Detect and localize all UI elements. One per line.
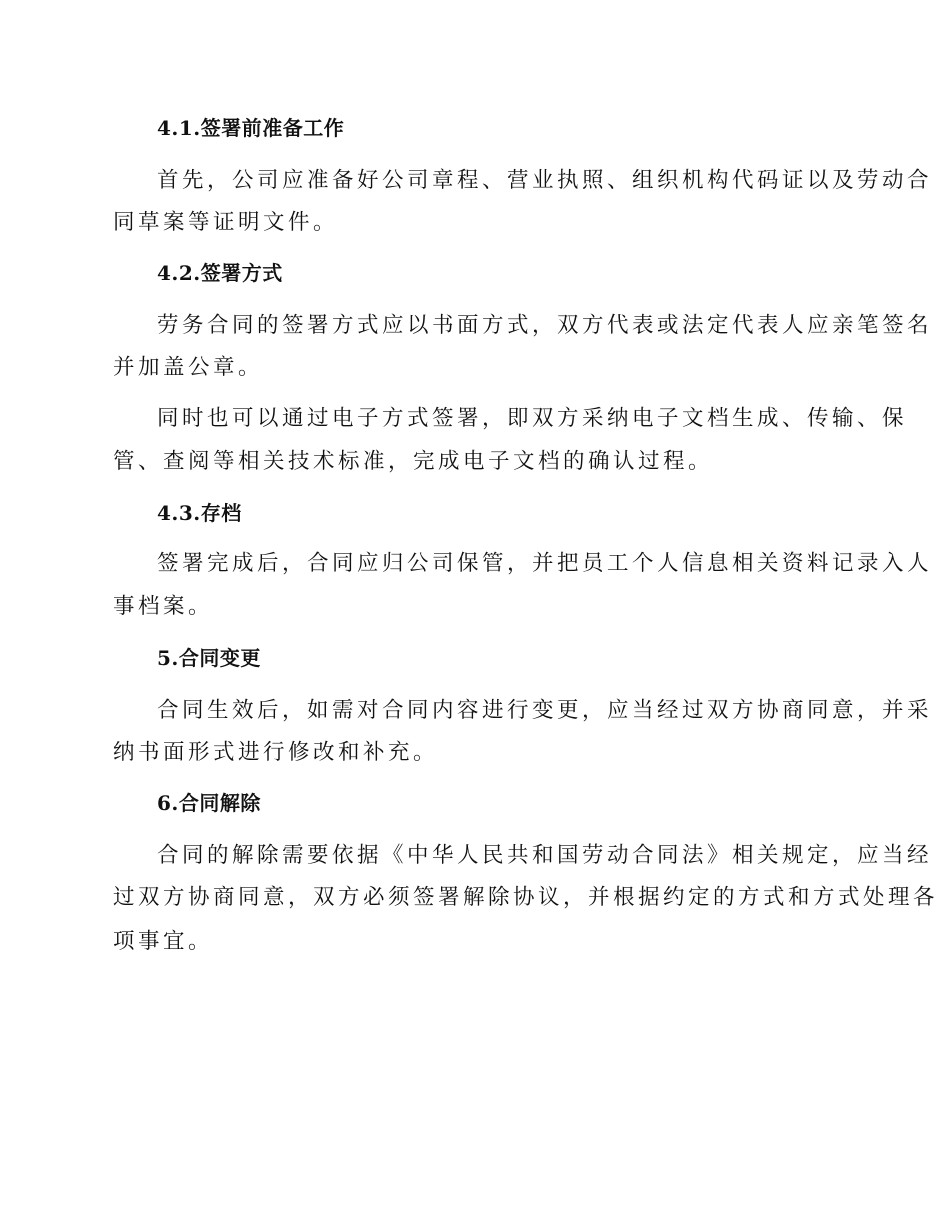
paragraph-line: 并加盖公章。	[113, 355, 264, 380]
paragraph-line: 管、查阅等相关技术标准，完成电子文档的确认过程。	[113, 449, 714, 474]
section-heading: 6.合同解除	[157, 791, 261, 815]
paragraph-line: 合同的解除需要依据《中华人民共和国劳动合同法》相关规定，应当经	[157, 843, 933, 868]
paragraph-line: 签署完成后，合同应归公司保管，并把员工个人信息相关资料记录入人	[157, 551, 933, 576]
paragraph-line: 首先，公司应准备好公司章程、营业执照、组织机构代码证以及劳动合	[157, 168, 933, 193]
paragraph-line: 同时也可以通过电子方式签署，即双方采纳电子文档生成、传输、保	[157, 406, 908, 431]
paragraph-line: 事档案。	[113, 594, 214, 619]
section-heading: 4.1.签署前准备工作	[157, 116, 345, 140]
paragraph-line: 同草案等证明文件。	[113, 210, 339, 235]
paragraph-line: 纳书面形式进行修改和补充。	[113, 740, 439, 765]
section-heading: 4.2.签署方式	[157, 261, 283, 285]
paragraph-line: 合同生效后，如需对合同内容进行变更，应当经过双方协商同意，并采	[157, 698, 933, 723]
paragraph-line: 劳务合同的签署方式应以书面方式，双方代表或法定代表人应亲笔签名	[157, 313, 933, 338]
section-heading: 4.3.存档	[157, 501, 242, 525]
paragraph-line: 过双方协商同意，双方必须签署解除协议，并根据约定的方式和方式处理各	[113, 885, 939, 910]
section-heading: 5.合同变更	[157, 646, 261, 670]
paragraph-line: 项事宜。	[113, 929, 214, 954]
